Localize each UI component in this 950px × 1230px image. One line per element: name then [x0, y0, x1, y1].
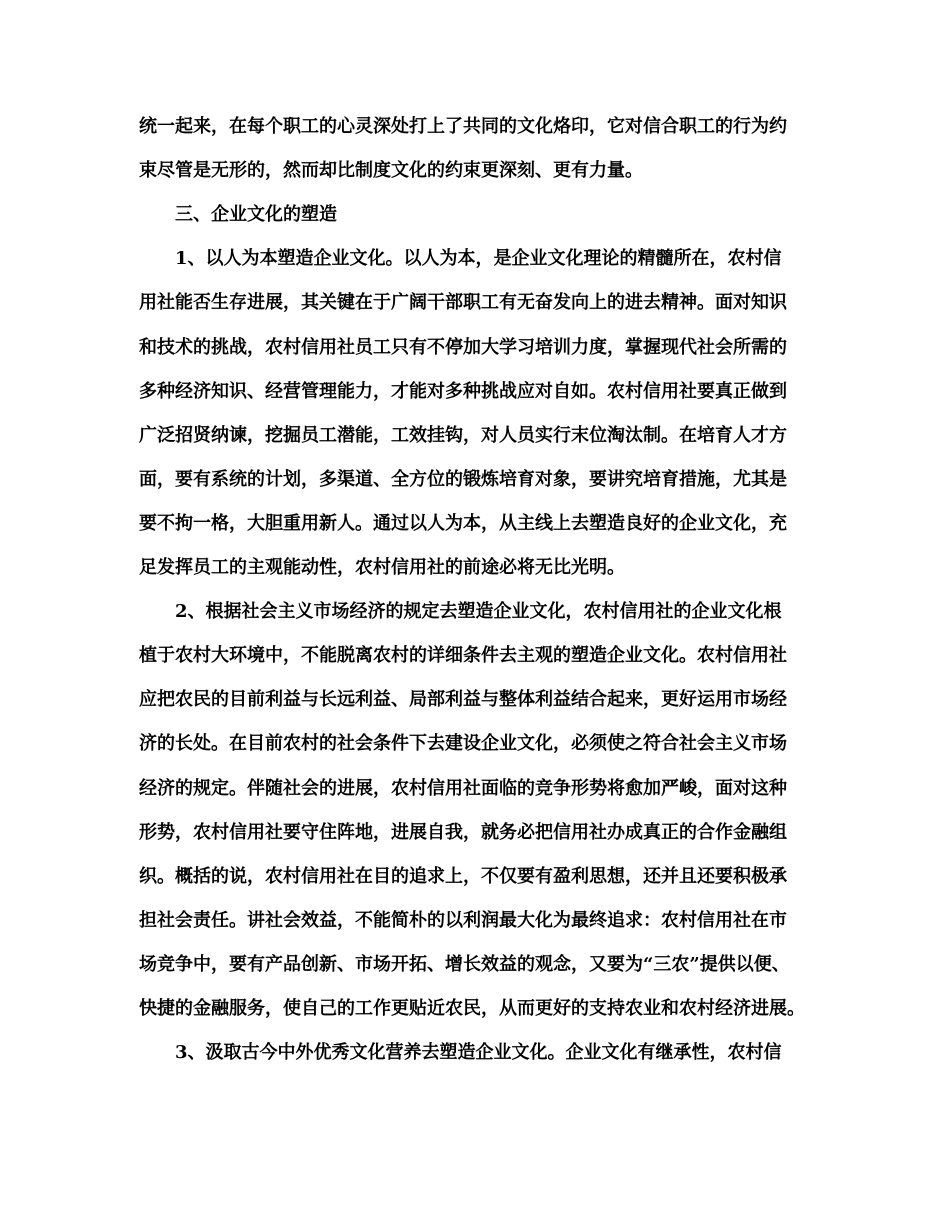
text-line: 1、以人为本塑造企业文化。以人为本，是企业文化理论的精髓所在，农村信: [175, 248, 782, 269]
text-line: 3、汲取古今中外优秀文化营养去塑造企业文化。企业文化有继承性，农村信: [175, 1042, 782, 1063]
text-line: 束尽管是无形的，然而却比制度文化的约束更深刻、更有力量。: [139, 160, 643, 181]
text-line: 三、企业文化的塑造: [175, 204, 337, 225]
text-line: 快捷的金融服务，使自己的工作更贴近农民，从而更好的支持农业和农村经济进展。: [139, 998, 805, 1019]
text-line: 多种经济知识、经营管理能力，才能对多种挑战应对自如。农村信用社要真正做到: [139, 381, 787, 402]
text-line: 面，要有系统的计划，多渠道、全方位的锻炼培育对象，要讲究培育措施，尤其是: [139, 469, 787, 490]
text-line: 和技术的挑战，农村信用社员工只有不停加大学习培训力度，掌握现代社会所需的: [139, 337, 787, 358]
text-line: 形势，农村信用社要守住阵地，进展自我，就务必把信用社办成真正的合作金融组: [139, 822, 787, 843]
text-line: 应把农民的目前利益与长远利益、局部利益与整体利益结合起来，更好运用市场经: [139, 689, 787, 710]
text-line: 担社会责任。讲社会效益，不能简朴的以利润最大化为最终追求：农村信用社在市: [139, 910, 787, 931]
text-line: 济的长处。在目前农村的社会条件下去建设企业文化，必须使之符合社会主义市场: [139, 733, 787, 754]
text-line: 统一起来，在每个职工的心灵深处打上了共同的文化烙印，它对信合职工的行为约: [139, 116, 787, 137]
text-line: 织。概括的说，农村信用社在目的追求上，不仅要有盈利思想，还并且还要积极承: [139, 866, 787, 887]
text-line: 足发挥员工的主观能动性，农村信用社的前途必将无比光明。: [139, 557, 625, 578]
text-line: 用社能否生存进展，其关键在于广阔干部职工有无奋发向上的进去精神。面对知识: [139, 292, 787, 313]
text-line: 2、根据社会主义市场经济的规定去塑造企业文化，农村信用社的企业文化根: [175, 601, 782, 622]
text-line: 场竞争中，要有产品创新、市场开拓、增长效益的观念，又要为“三农”提供以便、: [139, 954, 790, 975]
text-line: 要不拘一格，大胆重用新人。通过以人为本，从主线上去塑造良好的企业文化，充: [139, 513, 787, 534]
text-line: 经济的规定。伴随社会的进展，农村信用社面临的竞争形势将愈加严峻，面对这种: [139, 778, 787, 799]
text-line: 广泛招贤纳谏，挖掘员工潜能，工效挂钩，对人员实行末位淘汰制。在培育人才方: [139, 425, 787, 446]
text-line: 植于农村大环境中，不能脱离农村的详细条件去主观的塑造企业文化。农村信用社: [139, 645, 787, 666]
